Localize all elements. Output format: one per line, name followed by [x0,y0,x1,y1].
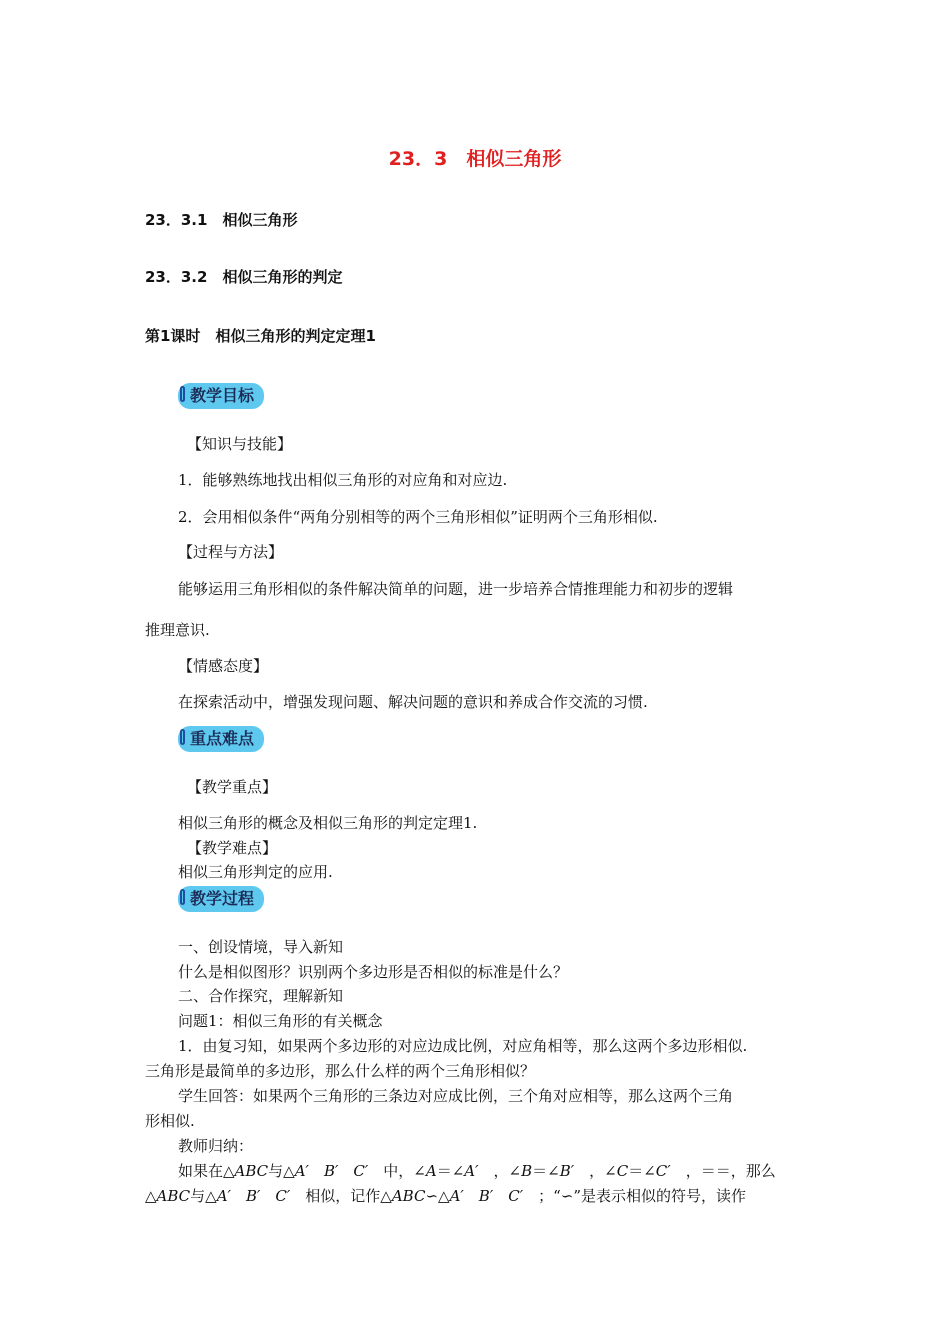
badge-label: 教学过程 [190,889,255,908]
math-var: C′ [655,1162,671,1180]
badge-key-difficult-points [178,726,264,752]
problem-1-heading: 问题1：相似三角形的有关概念 [178,1012,383,1030]
badge-teaching-process [178,886,264,912]
review-line-2: 三角形是最简单的多边形，那么什么样的两个三角形相似？ [145,1062,536,1080]
teacher-summary-label: 教师归纳： [178,1137,254,1155]
text-run: 与△ [190,1187,217,1205]
text-run: ＝∠ [532,1162,560,1180]
section-heading-23-3-2: 23．3.2 相似三角形的判定 [145,268,343,286]
text-run: △ [145,1187,157,1205]
paperclip-icon [180,729,185,745]
knowledge-item-1: 1．能够熟练地找出相似三角形的对应角和对应边. [178,471,508,489]
math-var: C [616,1162,629,1180]
student-answer-line-1: 学生回答：如果两个三角形的三条边对应成比例，三个角对应相等，那么这两个三角 [178,1087,734,1105]
focus-text: 相似三角形的概念及相似三角形的判定定理1. [178,814,478,832]
paperclip-icon [180,889,185,905]
math-var: B [521,1162,533,1180]
badge-label: 教学目标 [190,386,255,405]
badge-label: 重点难点 [190,729,255,748]
emotion-text: 在探索活动中，增强发现问题、解决问题的意识和养成合作交流的习惯. [178,693,648,711]
definition-line-2 [145,1186,746,1206]
badge-teaching-goals [178,383,264,409]
knowledge-heading: 【知识与技能】 [187,435,293,453]
knowledge-item-2: 2．会用相似条件“两角分别相等的两个三角形相似”证明两个三角形相似. [178,508,658,526]
math-var: A [425,1162,437,1180]
definition-line-1 [178,1161,776,1181]
student-answer-line-2: 形相似. [145,1112,195,1130]
text-run: ＝∠ [628,1162,656,1180]
math-var: ABC [234,1162,269,1180]
math-var: A′ B′ C′ [449,1187,524,1205]
method-text-line-2: 推理意识. [145,621,210,639]
math-var: B′ [559,1162,575,1180]
method-text-line-1: 能够运用三角形相似的条件解决简单的问题，进一步培养合情推理能力和初步的逻辑 [178,580,734,598]
math-var: ABC [156,1187,191,1205]
method-heading: 【过程与方法】 [178,543,284,561]
lesson-heading: 第1课时 相似三角形的判定定理1 [145,327,376,345]
difficulty-text: 相似三角形判定的应用. [178,863,333,881]
paperclip-icon [180,386,185,402]
text-run: ，＝＝，那么 [670,1162,776,1180]
text-run: 中，∠ [368,1162,426,1180]
emotion-heading: 【情感态度】 [178,657,269,675]
process-step-2: 二、合作探究，理解新知 [178,987,344,1005]
page-title: 23．3 相似三角形 [388,148,562,170]
text-run: 与△ [268,1162,295,1180]
text-run: ，∠ [574,1162,617,1180]
section-heading-23-3-1: 23．3.1 相似三角形 [145,211,298,229]
text-run: ∽△ [425,1187,450,1205]
process-question: 什么是相似图形？识别两个多边形是否相似的标准是什么？ [178,963,569,981]
text-run: 相似，记作△ [290,1187,392,1205]
text-run: 如果在△ [178,1162,235,1180]
focus-heading: 【教学重点】 [187,778,278,796]
math-var: ABC [391,1187,426,1205]
math-var: A′ [464,1162,479,1180]
text-run: ；“∽”是表示相似的符号，读作 [523,1187,747,1205]
math-var: A′ B′ C′ [216,1187,291,1205]
difficulty-heading: 【教学难点】 [187,839,278,857]
math-var: A′ B′ C′ [294,1162,369,1180]
text-run: ，∠ [478,1162,522,1180]
process-step-1: 一、创设情境，导入新知 [178,938,344,956]
review-line-1: 1．由复习知，如果两个多边形的对应边成比例，对应角相等，那么这两个多边形相似. [178,1037,748,1055]
text-run: ＝∠ [436,1162,465,1180]
